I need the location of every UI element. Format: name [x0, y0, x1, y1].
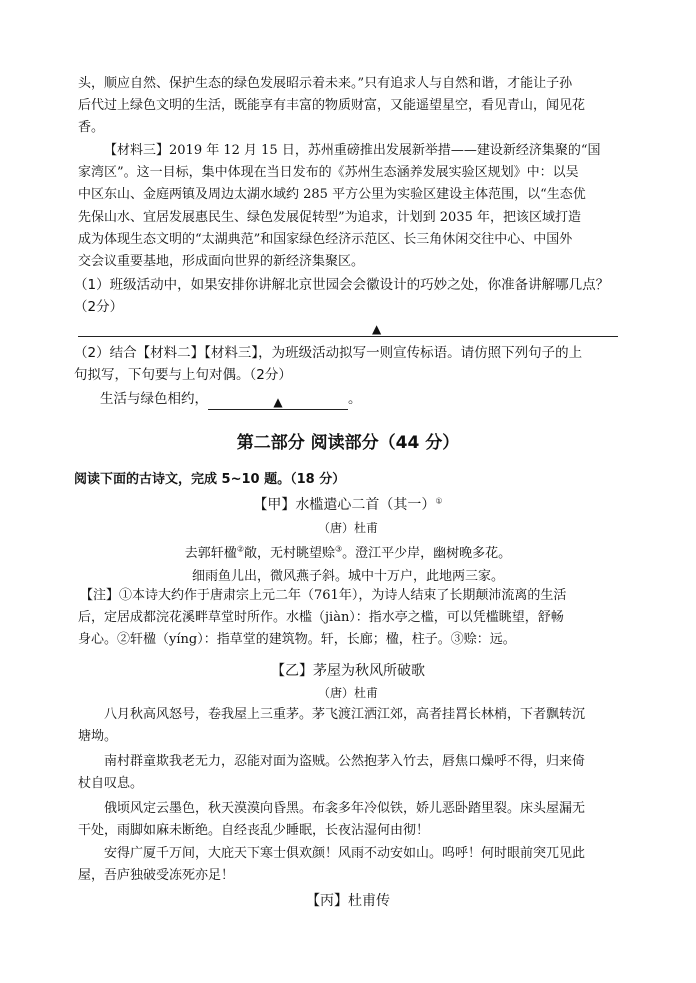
- poem-a-note-1: 【注】①本诗大约作于唐肃宗上元二年（761年），为诗人结束了长期颠沛流离的生活: [80, 588, 567, 603]
- slogan-prompt: 生活与绿色相约，: [100, 391, 208, 407]
- question-1-text: （1）班级活动中，如果安排你讲解北京世园会会徽设计的巧妙之处，你准备讲解哪几点？: [74, 277, 610, 293]
- slogan-prompt-line: [100, 388, 500, 410]
- poem-c-title: 【丙】杜甫传: [306, 893, 390, 909]
- poem-b-p1-line-1: 八月秋高风怒号，卷我屋上三重茅。茅飞渡江洒江郊，高者挂罥长林梢，下者飘转沉: [104, 707, 586, 722]
- material3-line-2: 家湾区”。这一目标，集中体现在当日发布的《苏州生态涵养发展实验区规划》中：以吴: [78, 165, 579, 180]
- poem-b-p2-line-1: 南村群童欺我老无力，忍能对面为盗贼。公然抱茅入竹去，唇焦口燥呼不得，归来倚: [104, 754, 586, 769]
- answer-marker-triangle: ▲: [372, 322, 382, 336]
- question-2-instruction: 句拟写，下句要与上句对偶。（2分）: [74, 367, 292, 383]
- poem-b-p3-line-2: 干处，雨脚如麻未断绝。自经丧乱少睡眠，长夜沾湿何由彻！: [78, 823, 430, 838]
- poem-a-line-1b: 敞，无村眺望赊: [243, 546, 335, 561]
- poem-b-p1-line-2: 塘坳。: [78, 729, 118, 744]
- material3-line-6: 交会议重要基地，形成面向世界的新经济集聚区。: [78, 254, 365, 269]
- answer-marker-triangle: ▲: [273, 395, 283, 409]
- material3-line-3: 中区东山、金庭两镇及周边太湖水域约 285 平方公里为实验区建设主体范围，以“生态优: [78, 187, 586, 202]
- poem-b-author: （唐）杜甫: [317, 686, 378, 700]
- poem-a-line-2: 细雨鱼儿出，微风燕子斜。城中十万户，此地两三家。: [191, 569, 504, 584]
- poem-a-line-1: [0, 542, 696, 561]
- material3-line-4: 先保山水、宜居发展惠民生、绿色发展促转型”为追求，计划到 2035 年，把该区域打造: [78, 210, 581, 225]
- poem-a-author: （唐）杜甫: [317, 521, 378, 535]
- answer-line-q1[interactable]: [78, 322, 618, 337]
- material3-line-5: 成为体现生态文明的“太湖典范”和国家绿色经济示范区、长三角休闲交往中心、中国外: [78, 232, 573, 247]
- poem-a-note-mark: ①: [435, 496, 443, 506]
- question-2-text: （2）结合【材料二】【材料三】，为班级活动拟写一则宣传标语。请仿照下列句子的上: [74, 345, 583, 361]
- note-mark-3: ③: [335, 544, 343, 554]
- question-1-score: （2分）: [74, 299, 124, 315]
- poem-b-title: 【乙】茅屋为秋风所破歌: [271, 663, 425, 679]
- slogan-answer-blank[interactable]: [208, 391, 348, 410]
- note-mark-2: ②: [236, 544, 244, 554]
- poem-a-line-1c: 。澄江平少岸，幽树晚多花。: [342, 546, 512, 561]
- material3-line-1: 【材料三】2019 年 12 月 15 日，苏州重磅推出发展新举措——建设新经济集聚的“国: [104, 143, 601, 158]
- material2-line-3: 香。: [78, 120, 105, 135]
- material2-line-2: 后代过上绿色文明的生活，既能享有丰富的物质财富，又能遥望星空，看见青山，闻见花: [78, 98, 586, 113]
- poem-a-line-1a: 去郭轩楹: [184, 546, 237, 561]
- poem-b-p2-line-2: 杖自叹息。: [78, 776, 144, 791]
- poem-a-title: 【甲】水槛遣心二首（其一）: [253, 497, 436, 513]
- poem-a-note-3: 身心。②轩楹（yíng）：指草堂的建筑物。轩，长廊；楹，柱子。③赊：远。: [78, 632, 516, 647]
- slogan-end-punctuation: 。: [348, 391, 362, 407]
- poem-b-p3-line-1: 俄顷风定云墨色，秋天漠漠向昏黑。布衾多年冷似铁，娇儿恶卧踏里裂。床头屋漏无: [104, 801, 586, 816]
- part-2-heading: 第二部分 阅读部分（44 分）: [236, 433, 460, 453]
- poem-b-p4-line-2: 屋，吾庐独破受冻死亦足！: [78, 868, 235, 883]
- reading-intro: 阅读下面的古诗文，完成 5~10 题。（18 分）: [74, 472, 346, 487]
- poem-a-title-row: [0, 494, 696, 514]
- material2-line-1: 头，顺应自然、保护生态的绿色发展昭示着未来。”只有追求人与自然和谐，才能让子孙: [78, 76, 573, 91]
- poem-b-p4-line-1: 安得广厦千万间，大庇天下寒士俱欢颜！风雨不动安如山。呜呼！何时眼前突兀见此: [104, 846, 586, 861]
- poem-a-note-2: 后，定居成都浣花溪畔草堂时所作。水槛（jiàn）：指水亭之槛，可以凭槛眺望，舒畅: [78, 610, 564, 625]
